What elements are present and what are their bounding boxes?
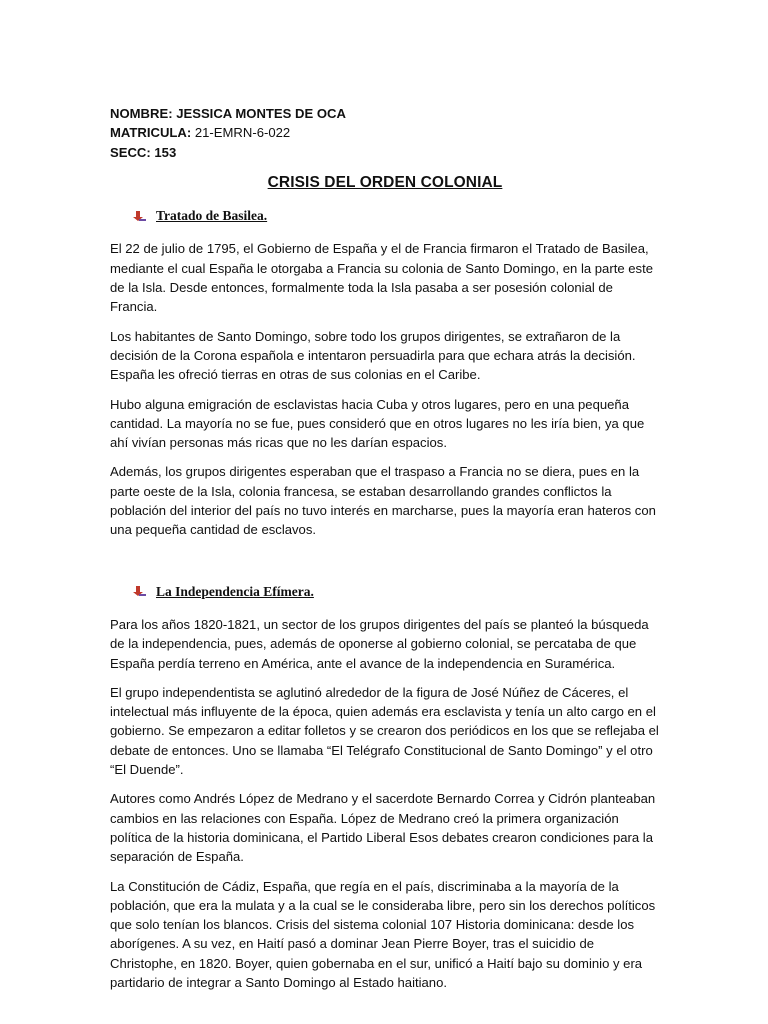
secc-label: SECC:	[110, 144, 155, 160]
paragraph: La Constitución de Cádiz, España, que regía en el país, discriminaba a la mayoría de la población, que era la mulata y a la cual se le consideraba libre, pero sin los derechos políticos que solo tenían los blancos. Crisis del sistema colonial 107 Historia dominicana: desde los aborígenes. A su vez, en Haití pasó a dominar Jean Pierre Boyer, tras el suicidio de Christophe, en 1820. Boyer, quien gobernaba en el sur, unificó a Haití bajo su dominio y era partidario de integrar a Santo Domingo al Estado haitiano.	[110, 878, 656, 990]
matricula-value: 21-EMRN-6-022	[194, 125, 291, 141]
section-heading-text: La Independencia Efímera.	[156, 583, 314, 599]
paragraph: El 22 de julio de 1795, el Gobierno de España y el de Francia firmaron el Tratado de Basilea, mediante el cual España le otorgaba a Francia su colonia de Santo Domingo, en la parte este de la Isla. Desde entonces, formalmente toda la Isla pasaba a ser posesión colonial de Francia.	[110, 241, 654, 315]
section-heading-independencia	[132, 582, 660, 601]
paragraph: Autores como Andrés López de Medrano y el sacerdote Bernardo Correa y Cidrón planteaban cambios en las relaciones con España. López de Medrano creó la primera organización política de la historia dominicana, el Partido Liberal Esos debates crearon condiciones para la separación de España.	[110, 791, 656, 865]
section-number-line	[110, 143, 660, 162]
secc-value: 153	[154, 144, 177, 160]
paragraph: Los habitantes de Santo Domingo, sobre todo los grupos dirigentes, se extrañaron de la decisión de la Corona española e intentaron persuadirla para que echara atrás la decisión. España les ofreció tierras en otras de sus colonias en el Caribe.	[110, 328, 636, 383]
arrow-bullet-icon	[132, 210, 146, 222]
paragraph: Hubo alguna emigración de esclavistas hacia Cuba y otros lugares, pero en una pequeña cantidad. La mayoría no se fue, pues consideró que en otros lugares no les iría bien, ya que ahí vivían personas más ricas que no les darían espacios.	[110, 396, 645, 451]
section-heading-text: Tratado de Basilea.	[156, 208, 268, 224]
student-name-line	[110, 104, 660, 123]
document-content	[110, 104, 660, 992]
matricula-label: MATRICULA:	[110, 125, 195, 141]
matricula-line	[110, 123, 660, 142]
nombre-label: NOMBRE:	[110, 106, 177, 121]
document-title: CRISIS DEL ORDEN COLONIAL	[267, 173, 503, 191]
nombre-value: JESSICA MONTES DE OCA	[176, 106, 346, 121]
arrow-bullet-icon	[132, 585, 146, 597]
paragraph: Para los años 1820-1821, un sector de los grupos dirigentes del país se planteó la búsqueda de la independencia, pues, además de oponerse al gobierno colonial, se percataba de que España perdía terreno en América, ante el avance de la independencia en Suramérica.	[110, 616, 649, 671]
paragraph: Además, los grupos dirigentes esperaban que el traspaso a Francia no se diera, pues en la parte oeste de la Isla, colonia francesa, se estaban desarrollando grandes conflictos la población del interior del país no tuvo interés en marcharse, pues la mayoría eran hateros con una pequeña cantidad de esclavos.	[110, 464, 656, 538]
section-heading-tratado	[132, 206, 660, 225]
paragraph: El grupo independentista se aglutinó alrededor de la figura de José Núñez de Cáceres, el intelectual más influyente de la época, quien además era esclavista y tenía un alto cargo en el gobierno. Se empezaron a editar folletos y se crearon dos periódicos en los que se reflejaba el debate de entonces. Uno se llamaba “El Telégrafo Constitucional de Santo Domingo” y el otro “El Duende”.	[110, 684, 659, 778]
